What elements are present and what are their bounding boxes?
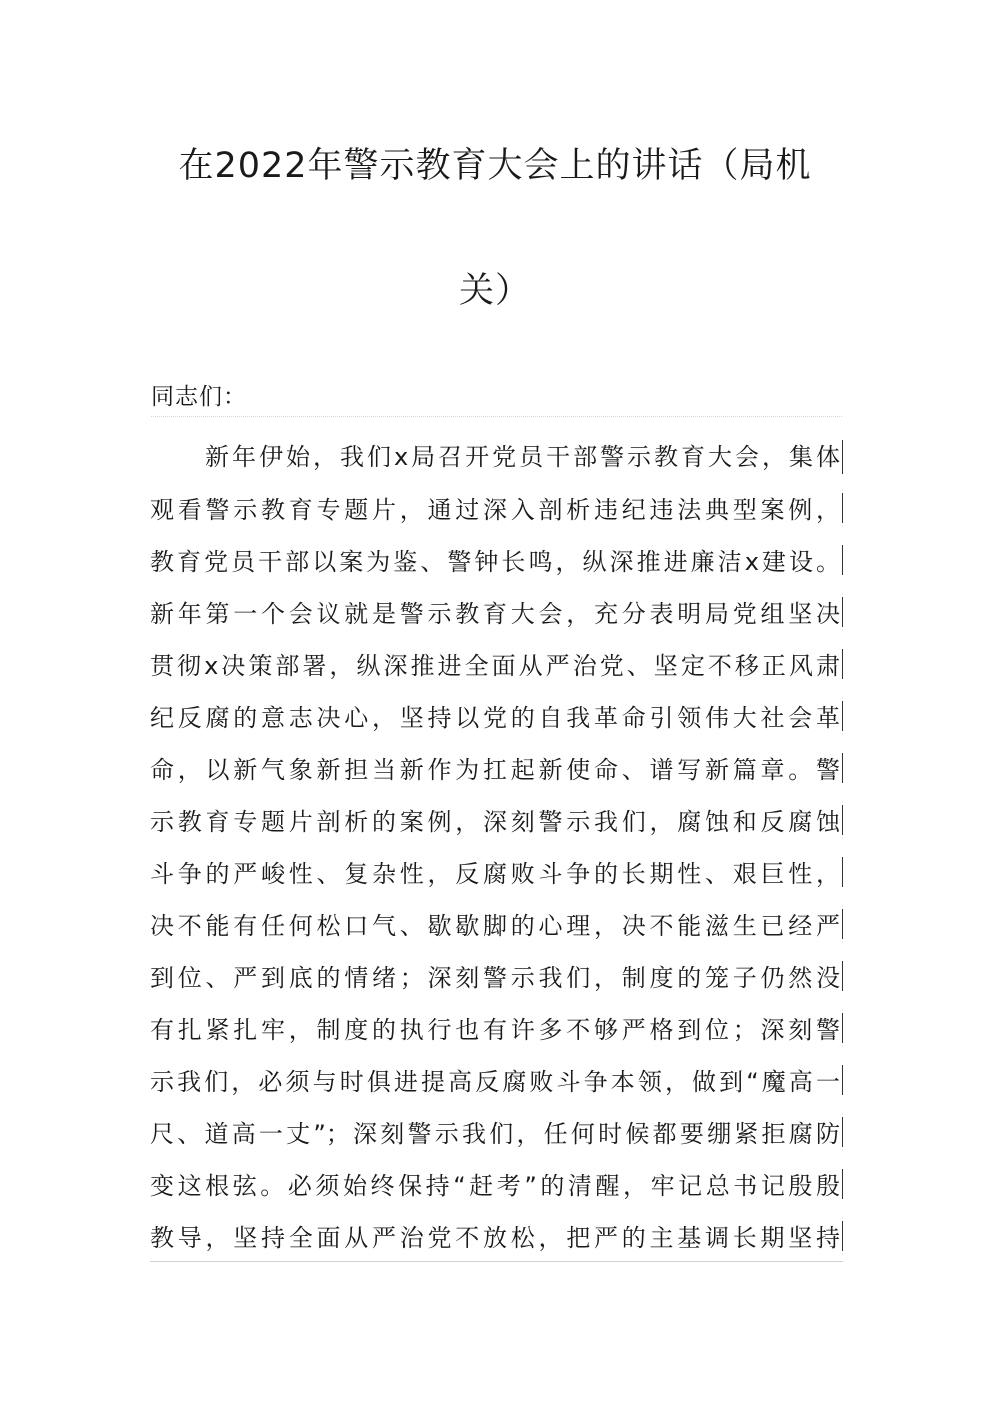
body-line: 示我们，必须与时俱进提高反腐败斗争本领，做到“魔高一 xyxy=(150,1068,840,1096)
right-margin-mark xyxy=(842,857,843,887)
body-line: 新年伊始，我们x局召开党员干部警示教育大会，集体 xyxy=(205,443,840,471)
body-line: 尺、道高一丈”；深刻警示我们，任何时候都要绷紧拒腐防 xyxy=(150,1120,840,1148)
body-line: 示教育专题片剖析的案例，深刻警示我们，腐蚀和反腐蚀 xyxy=(150,808,840,836)
right-margin-mark xyxy=(842,1117,843,1147)
right-margin-mark xyxy=(842,649,843,679)
body-line: 决不能有任何松口气、歇歇脚的心理，决不能滋生已经严 xyxy=(150,912,840,940)
body-line: 贯彻x决策部署，纵深推进全面从严治党、坚定不移正风肃 xyxy=(150,652,840,680)
dotted-divider xyxy=(151,416,842,417)
body-line: 斗争的严峻性、复杂性，反腐败斗争的长期性、艰巨性， xyxy=(150,860,840,888)
right-margin-mark xyxy=(842,597,843,627)
right-margin-mark xyxy=(842,805,843,835)
document-title-line-2: 关） xyxy=(458,271,531,311)
right-margin-mark xyxy=(842,961,843,991)
document-title-line-1: 在2022年警示教育大会上的讲话（局机 xyxy=(178,146,812,186)
body-line: 教育党员干部以案为鉴、警钟长鸣，纵深推进廉洁x建设。 xyxy=(150,548,840,576)
right-margin-mark xyxy=(842,440,843,474)
body-line: 变这根弦。必须始终保持“赶考”的清醒，牢记总书记殷殷 xyxy=(150,1172,840,1200)
right-margin-mark xyxy=(842,1013,843,1043)
body-line: 新年第一个会议就是警示教育大会，充分表明局党组坚决 xyxy=(150,600,840,628)
right-margin-mark xyxy=(842,1221,843,1251)
bottom-divider xyxy=(150,1261,843,1262)
body-line: 命，以新气象新担当新作为扛起新使命、谱写新篇章。警 xyxy=(150,756,840,784)
right-margin-mark xyxy=(842,493,843,523)
right-margin-mark xyxy=(842,909,843,939)
right-margin-mark xyxy=(842,1065,843,1095)
right-margin-mark xyxy=(842,753,843,783)
body-line: 教导，坚持全面从严治党不放松，把严的主基调长期坚持 xyxy=(150,1224,840,1252)
body-line: 纪反腐的意志决心，坚持以党的自我革命引领伟大社会革 xyxy=(150,704,840,732)
right-margin-mark xyxy=(842,1169,843,1199)
body-line: 有扎紧扎牢，制度的执行也有许多不够严格到位；深刻警 xyxy=(150,1016,840,1044)
body-line: 到位、严到底的情绪；深刻警示我们，制度的笼子仍然没 xyxy=(150,964,840,992)
salutation: 同志们： xyxy=(151,384,247,410)
right-margin-mark xyxy=(842,545,843,575)
body-line: 观看警示教育专题片，通过深入剖析违纪违法典型案例， xyxy=(150,496,840,524)
right-margin-mark xyxy=(842,701,843,731)
